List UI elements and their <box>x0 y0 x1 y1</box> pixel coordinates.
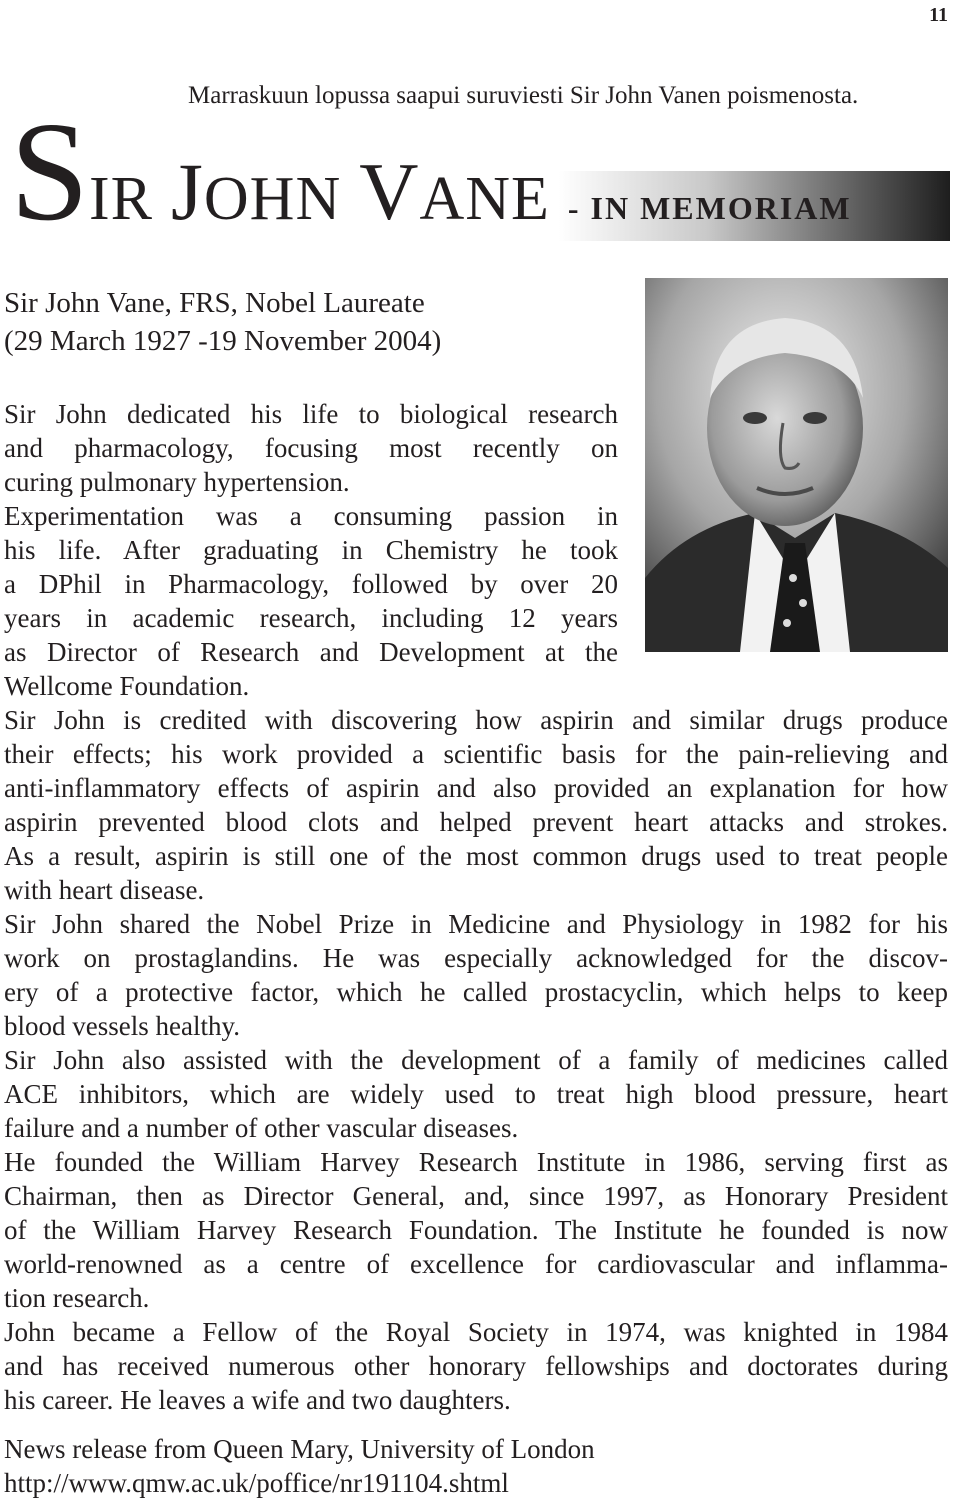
article-body <box>4 397 948 1417</box>
body-line: Sir John is credited with discovering how aspirin and similar drugs produce <box>4 705 948 735</box>
body-line: curing pulmonary hypertension. <box>4 467 350 497</box>
title-john <box>170 146 342 237</box>
body-line: and pharmacology, focusing most recently on <box>4 433 618 463</box>
body-line: as Director of Research and Development at the <box>4 637 618 667</box>
title-sir-rest: IR <box>88 165 153 233</box>
body-line: with heart disease. <box>4 875 205 905</box>
body-line: world-renowned as a centre of excellence for cardiovascular and inflamma- <box>4 1249 948 1279</box>
title-initial-s: S <box>10 92 89 250</box>
body-line: failure and a number of other vascular diseases. <box>4 1113 519 1143</box>
title-initial-j: J <box>170 146 204 237</box>
body-line: years in academic research, including 12 years <box>4 603 618 633</box>
body-line: their effects; his work provided a scientific basis for the pain-relieving and <box>4 739 948 769</box>
body-line: work on prostaglandins. He was especially acknowledged for the discov- <box>4 943 948 973</box>
body-line: his life. After graduating in Chemistry he took <box>4 535 618 565</box>
subject-name-line: Sir John Vane, FRS, Nobel Laureate <box>4 287 425 319</box>
body-line: anti-inflammatory effects of aspirin and also provided an explanation for how <box>4 773 948 803</box>
body-line: Sir John also assisted with the development of a family of medicines called <box>4 1045 948 1075</box>
body-line: blood vessels healthy. <box>4 1011 240 1041</box>
title-sir <box>89 165 153 233</box>
body-line: of the William Harvey Research Foundation. The Institute he founded is now <box>4 1215 948 1245</box>
body-line: ACE inhibitors, which are widely used to treat high blood pressure, heart <box>4 1079 948 1109</box>
title-vane-rest: ANE <box>419 165 550 233</box>
body-line: He founded the William Harvey Research Institute in 1986, serving first as <box>4 1147 948 1177</box>
body-line: and has received numerous other honorary fellowships and doctorates during <box>4 1351 948 1381</box>
intro-text: Marraskuun lopussa saapui suruviesti Sir John Vanen poismenosta. <box>188 82 859 109</box>
body-line: a DPhil in Pharmacology, followed by over 20 <box>4 569 618 599</box>
title-john-rest: OHN <box>203 165 342 233</box>
source-credit: News release from Queen Mary, University of London <box>4 1434 595 1464</box>
body-line: Experimentation was a consuming passion in <box>4 501 618 531</box>
title-in-memoriam: - IN MEMORIAM <box>567 190 852 226</box>
body-line: Sir John shared the Nobel Prize in Medicine and Physiology in 1982 for his <box>4 909 948 939</box>
body-line: ery of a protective factor, which he called prostacyclin, which helps to keep <box>4 977 948 1007</box>
body-line: his career. He leaves a wife and two daughters. <box>4 1385 511 1415</box>
body-line: Chairman, then as Director General, and, since 1997, as Honorary President <box>4 1181 948 1211</box>
body-line: As a result, aspirin is still one of the most common drugs used to treat people <box>4 841 948 871</box>
title-vane <box>359 146 550 237</box>
body-line: Sir John dedicated his life to biological research <box>4 399 618 429</box>
body-line: aspirin prevented blood clots and helped prevent heart attacks and strokes. <box>4 807 948 837</box>
page-number: 11 <box>929 4 948 26</box>
body-line: Wellcome Foundation. <box>4 671 250 701</box>
body-line: John became a Fellow of the Royal Society in 1974, was knighted in 1984 <box>4 1317 948 1347</box>
source-url[interactable]: http://www.qmw.ac.uk/poffice/nr191104.shtml <box>4 1468 509 1498</box>
title-initial-v: V <box>359 146 420 237</box>
source-footer <box>4 1432 595 1500</box>
subject-dates-line: (29 March 1927 -19 November 2004) <box>4 325 442 357</box>
body-line: tion research. <box>4 1283 150 1313</box>
subject-heading <box>4 284 441 360</box>
